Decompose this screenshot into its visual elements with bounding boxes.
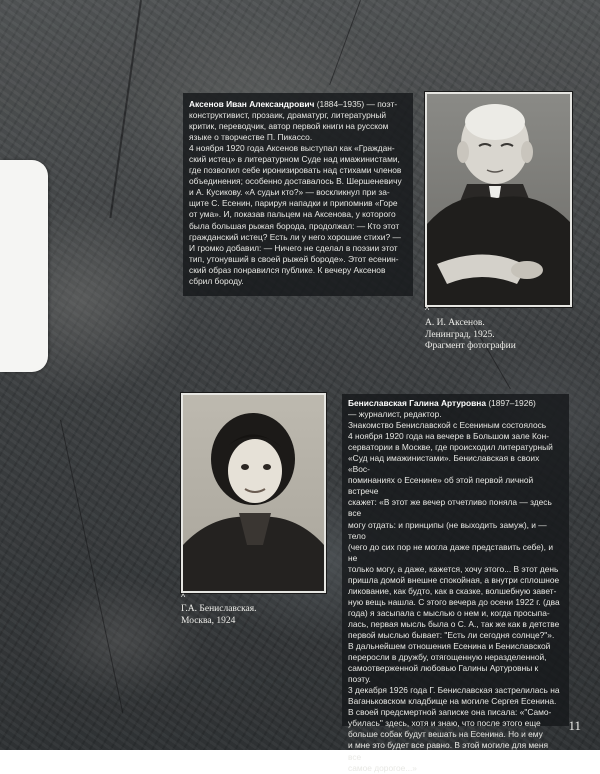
caption-marker: ^ [181, 592, 186, 602]
text-line: В дальнейшем отношения Есенина и Бениславской [348, 641, 551, 652]
text-line: гражданский истец? Есть ли у него хорошие стихи? — [189, 231, 401, 242]
text-line: конструктивист, прозаик, драматург, литературный [189, 110, 387, 121]
text-line: пришла домой внешне спокойная, а внутри сплошное [348, 574, 560, 585]
caption-line: А. И. Аксенов. [425, 318, 485, 328]
aksenov-photo [425, 92, 572, 307]
benislavskaya-caption [181, 604, 321, 627]
aksenov-caption [425, 318, 575, 353]
text-line: И громко добавил: — Ничего не сделал в поэзии этот [189, 242, 398, 253]
text-line: только могу, а даже, кажется, хочу этого... В этот день [348, 563, 559, 574]
text-line: Знакомство Бениславской с Есениным состоялось [348, 420, 547, 431]
torn-paper-strip [0, 160, 48, 372]
benislavskaya-photo [181, 393, 326, 593]
caption-line: Ленинград, 1925. [425, 329, 495, 340]
text-line: 4 ноября 1920 года на вечере в Большом зале Кон- [348, 431, 549, 442]
text-line: ский истец» в литературном Суде над имажинистами, [189, 154, 400, 165]
text-line: больше собак будут вешать на Есенина. Но и ему [348, 729, 543, 740]
benislavskaya-paragraph [348, 398, 563, 409]
text-line: критик, переводчик, автор первой книги на русском [189, 121, 389, 132]
aksenov-portrait-illustration [427, 94, 570, 305]
text-line: (1897–1926) [486, 398, 536, 408]
text-line: ную вещь нашла. С этого вечера до осени 1922 г. (два [348, 596, 560, 607]
caption-marker: ^ [425, 305, 430, 315]
text-line: скажет: «В этот же вечер отчетливо поняла — здесь все [348, 497, 552, 519]
text-line: В своей предсмертной записке она писала: «"Само- [348, 707, 552, 718]
text-line: убилась" здесь, хотя и знаю, что после этого еще [348, 718, 541, 729]
text-line: языке о творчестве П. Пикассо. [189, 132, 313, 143]
text-line: объединения; особенно доставалось В. Шершеневичу [189, 176, 402, 187]
caption-line: Г.А. Бениславская. [181, 604, 257, 614]
text-line: (чего до сих пор не могла даже представить себе), и не [348, 541, 554, 563]
text-line: тип, утонувший в своей рыжей бороде». Этот есенин- [189, 253, 399, 264]
page-number: 11 [568, 718, 581, 733]
wall-crack [109, 0, 142, 218]
text-line: и А. Кусикову. «А судьи кто?» — воскликнул при за- [189, 187, 390, 198]
text-line: Ваганьковском кладбище на могиле Сергея Есенина. [348, 696, 557, 707]
wall-crack [60, 420, 123, 714]
caption-line: Москва, 1924 [181, 615, 236, 626]
text-line: ликование, как будто, как в сказке, волшебную завет- [348, 585, 557, 596]
text-line: года) я засыпала с мыслью о нем и, когда просыпа- [348, 607, 550, 618]
text-line: серватории в Москве, где происходил литературный [348, 442, 553, 453]
caption-line: Фрагмент фотографии [425, 341, 516, 351]
text-line: где позволил себе иронизировать над стихами членов [189, 165, 402, 176]
text-line: от ума». И, показав пальцем на Аксенова, у которого [189, 209, 396, 220]
text-line: сбрил бороду. [189, 275, 244, 286]
text-line: 3 декабря 1926 года Г. Бениславская застрелилась на [348, 685, 560, 696]
benislavskaya-name: Бениславская Галина Артуровна [348, 398, 486, 408]
wall-crack [329, 0, 361, 85]
text-line: первой мыслью бывает: "Есть ли сегодня солнце?"». [348, 629, 555, 640]
text-line: 4 ноября 1920 года Аксенов выступал как «Граждан- [189, 143, 395, 154]
text-line: лась, первая мысль была о С. А., так же как в детстве [348, 618, 560, 629]
text-line: самоотверженной любовью Галины Артуровны к поэту. [348, 663, 539, 685]
benislavskaya-portrait-illustration [183, 395, 324, 591]
text-line: (1884–1935) — поэт- [314, 99, 398, 109]
text-line: ский образ понравился публике. К вечеру Аксенов [189, 264, 386, 275]
text-line: самое дорогое...» [348, 762, 417, 773]
text-line: «Суд над имажинистами». Бениславская в своих «Вос- [348, 453, 540, 475]
text-line: переросли в дружбу, отягощенную неразделенной, [348, 652, 547, 663]
text-line: была большая рыжая борода, продолжал: — Кто этот [189, 220, 400, 231]
aksenov-name: Аксенов Иван Александрович [189, 99, 315, 109]
aksenov-paragraph [189, 99, 407, 110]
text-line: щите С. Есенин, парируя нападки и припомнив «Горе [189, 198, 398, 209]
text-line: могу отдать: и принципы (не выходить замуж), и — тело [348, 519, 547, 541]
benislavskaya-text-block [342, 394, 569, 773]
text-line: и мне это будет все равно. В этой могиле для меня все [348, 740, 549, 762]
text-line: поминаниях о Есенине» об этой первой личной встрече [348, 475, 534, 497]
aksenov-text-block [183, 93, 413, 296]
text-line: — журналист, редактор. [348, 409, 442, 420]
